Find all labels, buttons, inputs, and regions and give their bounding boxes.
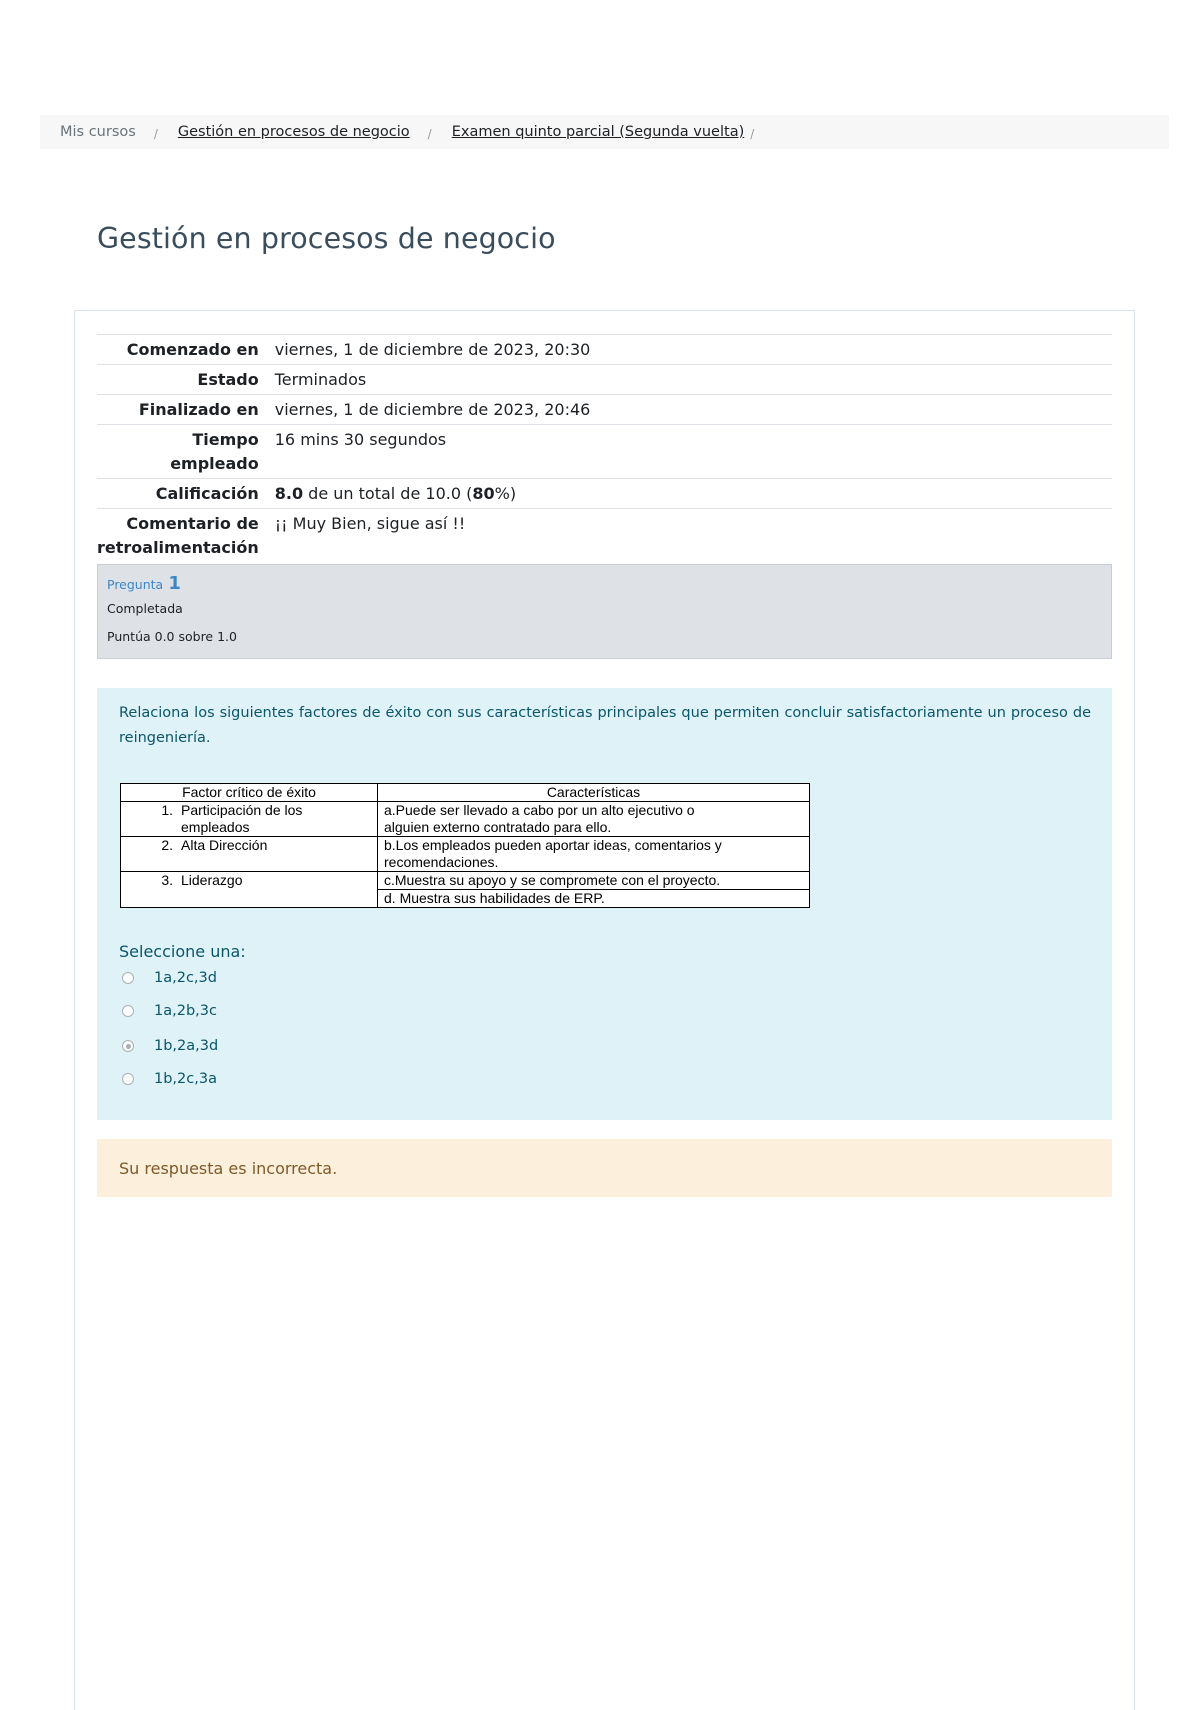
radio-button-selected[interactable]: [122, 1040, 134, 1052]
question-grade: Puntúa 0.0 sobre 1.0: [107, 629, 237, 644]
summary-row-state: [97, 365, 1112, 395]
grade-percent: 80: [472, 484, 495, 503]
answer-option[interactable]: [122, 1067, 217, 1091]
breadcrumb-separator: /: [153, 127, 158, 141]
answer-option-label: 1b,2a,3d: [154, 1038, 219, 1054]
radio-button[interactable]: [122, 1005, 134, 1017]
time-value: 16 mins 30 segundos: [274, 430, 447, 449]
matching-table-image: [120, 783, 810, 908]
finished-label: Finalizado en: [138, 400, 259, 419]
breadcrumb-separator: /: [750, 127, 755, 141]
characteristic-d: d. Muestra sus habilidades de ERP.: [378, 890, 810, 908]
state-value: Terminados: [274, 370, 367, 389]
summary-row-time: [97, 425, 1112, 479]
state-label: Estado: [197, 370, 259, 389]
characteristic-b: b.Los empleados pueden aportar ideas, comentarios y recomendaciones.: [378, 837, 810, 872]
factor-2: 2. Alta Dirección: [121, 837, 378, 872]
breadcrumb-separator: /: [427, 127, 432, 141]
characteristic-a: a.Puede ser llevado a cabo por un alto ejecutivo o alguien externo contratado para ello.: [378, 802, 810, 837]
answer-option-label: 1a,2b,3c: [154, 1003, 217, 1019]
question-info-box: [97, 564, 1112, 659]
feedback-value: ¡¡ Muy Bien, sigue así !!: [274, 514, 466, 533]
answer-option[interactable]: [122, 999, 217, 1023]
question-text: Relaciona los siguientes factores de éxito con sus características principales que permiten concluir satisfactoriamente un proceso de reingeniería.: [119, 705, 1091, 746]
factor-1: 1. Participación de los empleados: [121, 802, 378, 837]
breadcrumb-my-courses[interactable]: Mis cursos: [60, 124, 136, 140]
started-value: viernes, 1 de diciembre de 2023, 20:30: [274, 340, 591, 359]
grade-label: Calificación: [155, 484, 259, 503]
question-label: Pregunta: [107, 577, 164, 592]
summary-row-started: [97, 335, 1112, 365]
grade-score: 8.0: [274, 484, 304, 503]
select-one-label: Seleccione una:: [119, 942, 246, 961]
feedback-label: Comentario de retroalimentación: [97, 514, 259, 557]
answer-option[interactable]: [122, 966, 217, 990]
characteristic-c: c.Muestra su apoyo y se compromete con el proyecto.: [378, 872, 810, 890]
breadcrumb: [40, 115, 1169, 149]
breadcrumb-quiz-link[interactable]: Examen quinto parcial (Segunda vuelta): [451, 124, 745, 140]
question-state: Completada: [107, 601, 183, 616]
answer-option-label: 1b,2c,3a: [154, 1071, 217, 1087]
answer-option-label: 1a,2c,3d: [154, 970, 217, 986]
radio-button[interactable]: [122, 1073, 134, 1085]
page-title: Gestión en procesos de negocio: [97, 222, 556, 255]
started-label: Comenzado en: [126, 340, 259, 359]
summary-row-feedback: [97, 509, 1112, 563]
question-number: 1: [168, 573, 181, 594]
table-header-characteristics: Características: [378, 784, 810, 802]
finished-value: viernes, 1 de diciembre de 2023, 20:46: [274, 400, 591, 419]
breadcrumb-course-link[interactable]: Gestión en procesos de negocio: [177, 124, 410, 140]
question-content-box: [97, 688, 1112, 1120]
grade-value: 8.0 de un total de 10.0 (80%): [274, 484, 517, 503]
factor-3: 3. Liderazgo: [121, 872, 378, 908]
answer-option[interactable]: [122, 1034, 218, 1058]
answer-feedback: Su respuesta es incorrecta.: [97, 1139, 1112, 1197]
summary-row-grade: [97, 479, 1112, 509]
table-header-factor: Factor crítico de éxito: [121, 784, 378, 802]
attempt-summary-table: [97, 334, 1112, 562]
radio-button[interactable]: [122, 972, 134, 984]
time-label: Tiempo empleado: [170, 430, 259, 473]
summary-row-finished: [97, 395, 1112, 425]
